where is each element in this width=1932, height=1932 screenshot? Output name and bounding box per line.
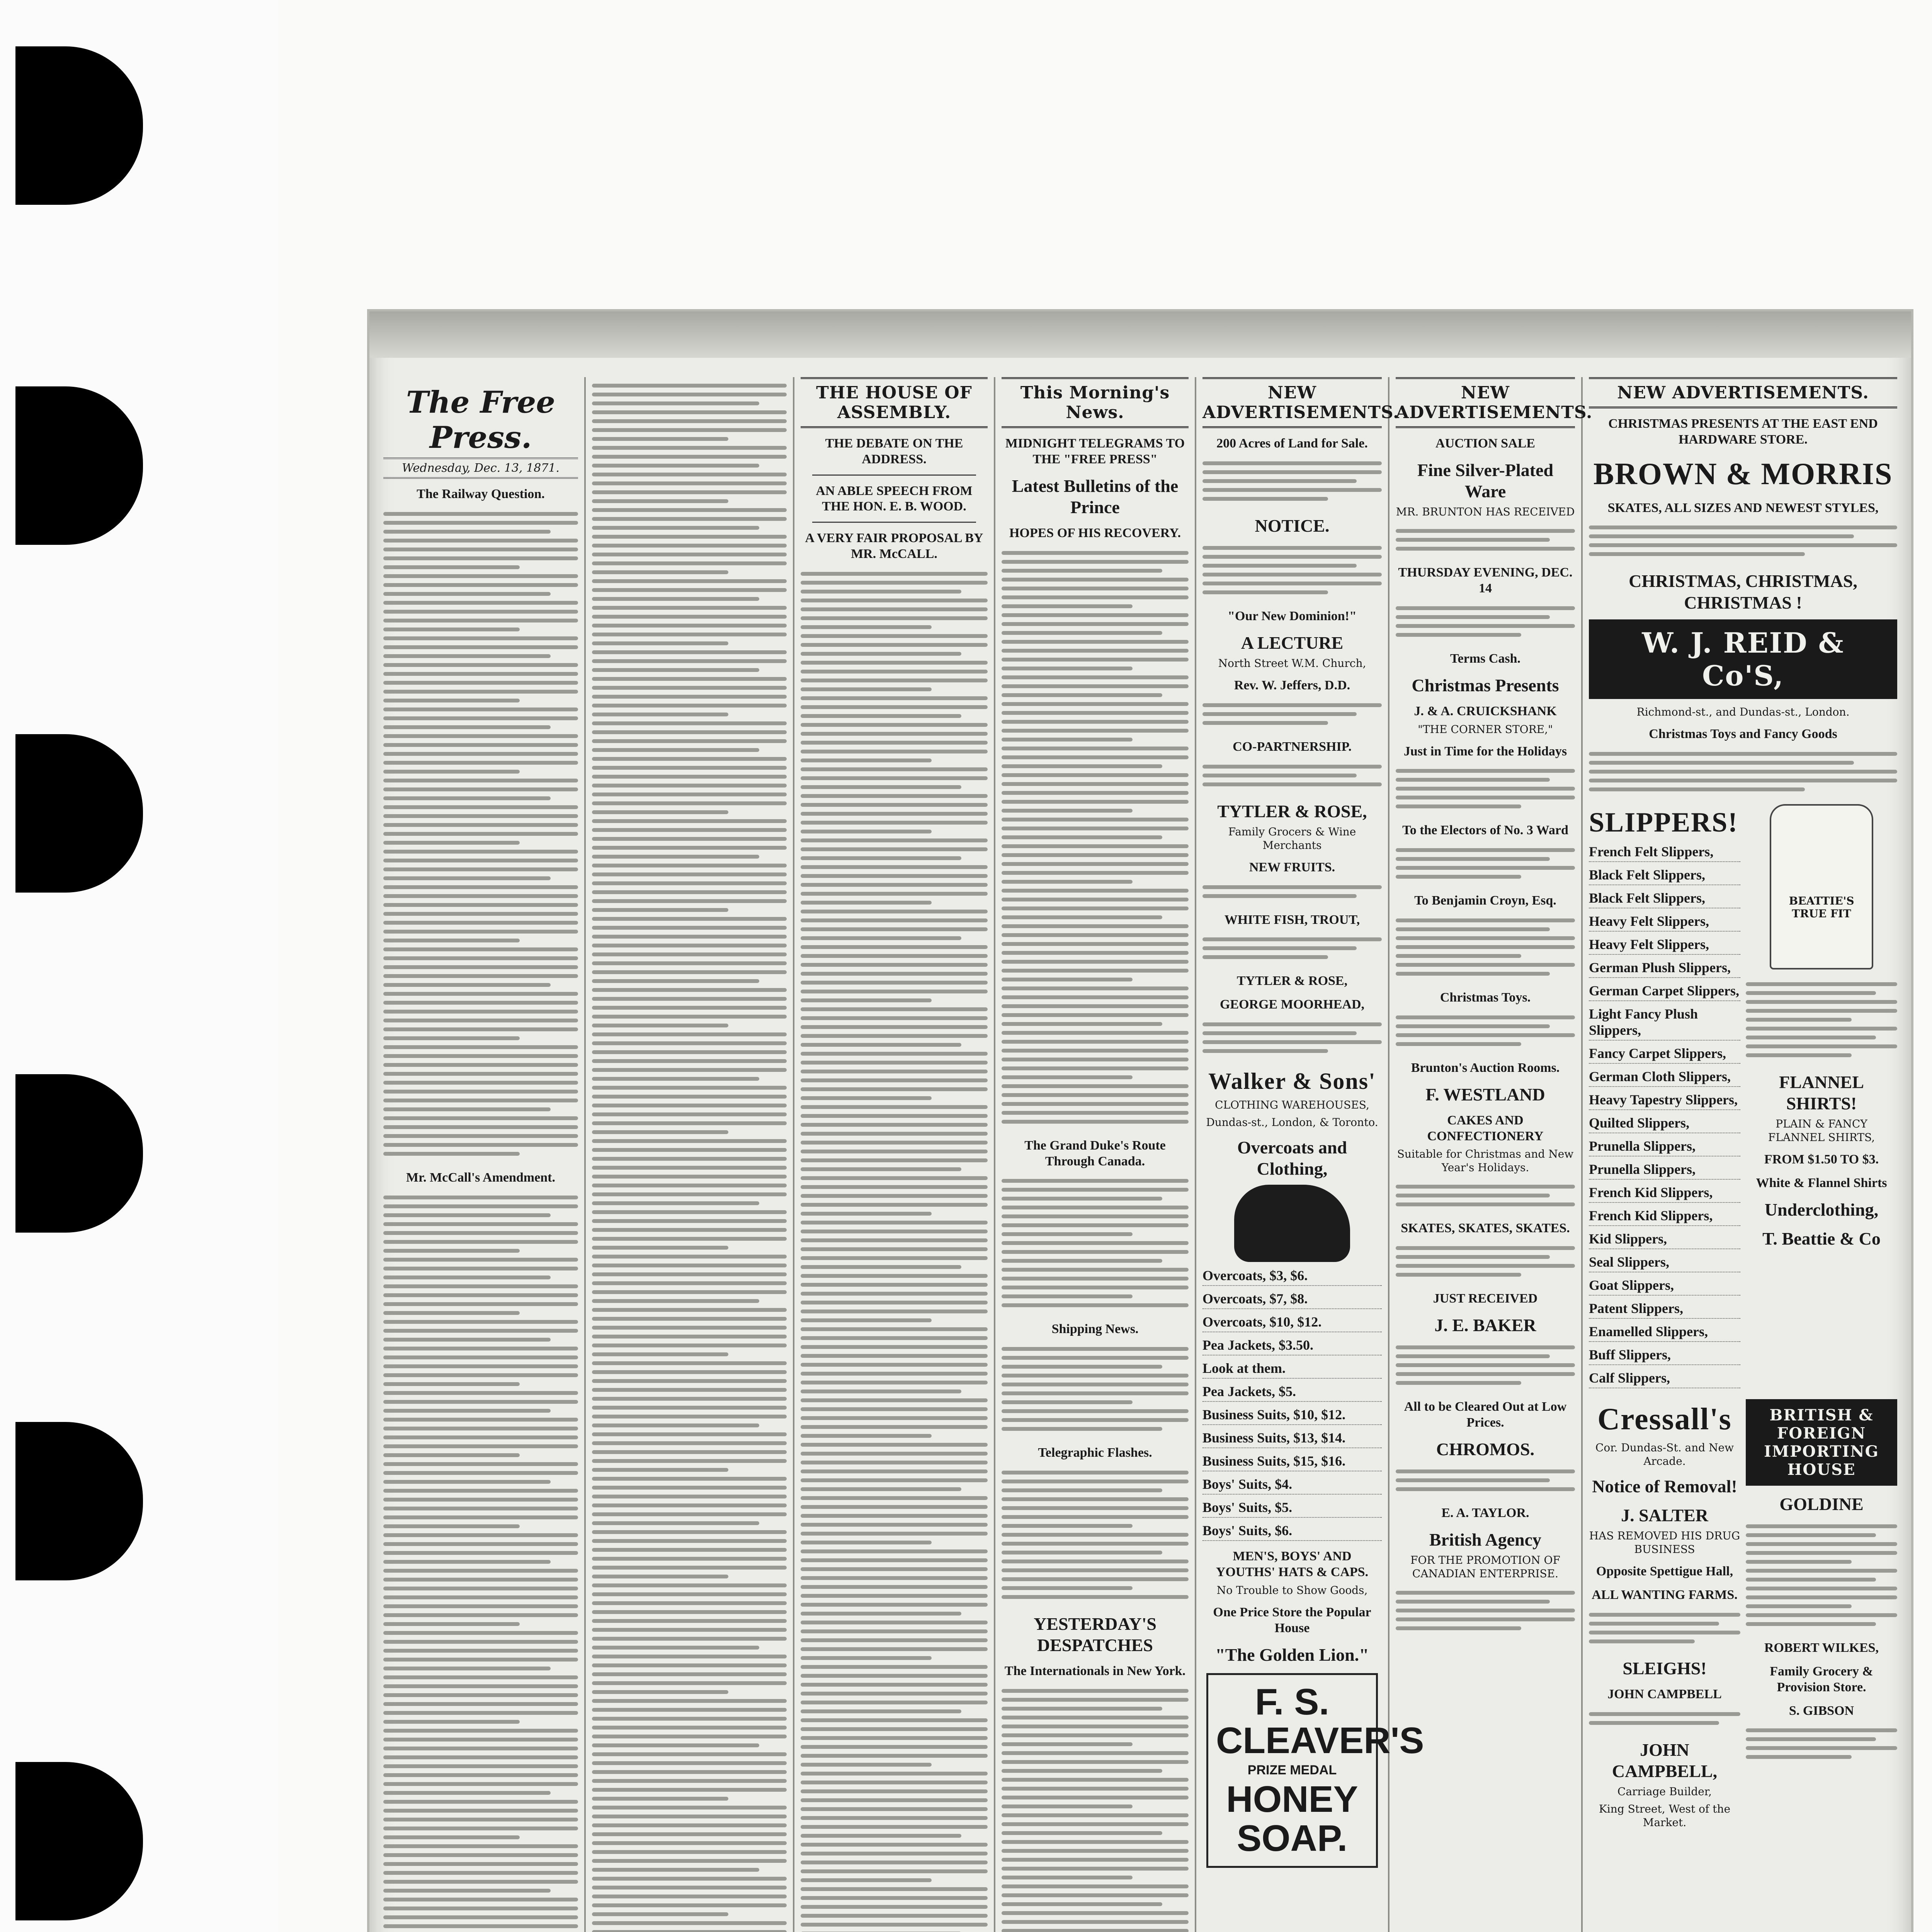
ad-heading: THURSDAY EVENING, DEC. 14	[1398, 565, 1573, 595]
ad-body	[1202, 1016, 1382, 1060]
film-sprocket-hole	[15, 386, 143, 545]
ad-body	[1396, 762, 1575, 815]
ad-heading: Christmas Toys.	[1440, 990, 1531, 1005]
ad-body	[1396, 912, 1575, 982]
ad-subheading: "THE CORNER STORE,"	[1418, 723, 1553, 736]
ad-heading: Underclothing,	[1764, 1199, 1879, 1219]
ad-body	[1202, 931, 1382, 966]
column-title: This Morning's News.	[1002, 377, 1189, 428]
divider	[812, 474, 976, 476]
lion-illustration	[1234, 1185, 1350, 1262]
shirts-block	[1746, 798, 1897, 1393]
ad-heading: GOLDINE	[1779, 1494, 1864, 1514]
shirt-label: BEATTIE'S TRUE FIT	[1789, 894, 1854, 920]
ad-heading: SLIPPERS!	[1589, 806, 1738, 838]
microfilm-strip	[0, 0, 278, 1932]
slipper-row: Heavy Tapestry Slippers,	[1589, 1092, 1740, 1110]
ad-heading: BROWN & MORRIS	[1593, 457, 1893, 491]
price-row: Pea Jackets, $5.	[1202, 1383, 1382, 1402]
slipper-row: Seal Slippers,	[1589, 1254, 1740, 1272]
slipper-row: Fancy Carpet Slippers,	[1589, 1045, 1740, 1064]
price-row: Overcoats, $3, $6.	[1202, 1267, 1382, 1286]
ad-heading: CAKES AND CONFECTIONERY	[1427, 1113, 1544, 1143]
ad-subheading: PLAIN & FANCY FLANNEL SHIRTS,	[1768, 1117, 1875, 1144]
ad-heading: To the Electors of No. 3 Ward	[1402, 823, 1568, 838]
column-editorial	[377, 377, 586, 1932]
article-body	[1002, 544, 1189, 1130]
ad-heading: Cressall's	[1597, 1402, 1732, 1436]
ad-heading: "The Golden Lion."	[1215, 1645, 1369, 1665]
ad-body	[1396, 842, 1575, 885]
ad-body	[1202, 697, 1382, 731]
ad-subheading: Family Grocers & Wine Merchants	[1228, 825, 1356, 852]
ad-heading: To Benjamin Croyn, Esq.	[1414, 893, 1556, 908]
ad-heading: MEN'S, BOYS' AND YOUTHS' HATS & CAPS.	[1216, 1549, 1369, 1580]
column-advertisements-b	[1389, 377, 1593, 1932]
article-body	[1002, 1340, 1189, 1437]
article-heading: The Grand Duke's Route Through Canada.	[1024, 1138, 1166, 1168]
article-body	[592, 377, 787, 1932]
ad-heading: Opposite Spettigue Hall,	[1596, 1564, 1733, 1579]
column-advertisements-c	[1583, 377, 1903, 1932]
ad-heading: "Our New Dominion!"	[1228, 609, 1357, 623]
slipper-row: Prunella Slippers,	[1589, 1138, 1740, 1156]
column-title: THE HOUSE OF ASSEMBLY.	[801, 377, 988, 428]
reid-name: W. J. REID & Co'S,	[1642, 626, 1844, 692]
ad-subheading: Carriage Builder,	[1617, 1785, 1712, 1798]
ad-subheading: FOR THE PROMOTION OF CANADIAN ENTERPRISE.	[1410, 1553, 1560, 1580]
slipper-row: Heavy Felt Slippers,	[1589, 936, 1740, 955]
ad-subheading: North Street W.M. Church,	[1218, 656, 1366, 670]
ad-heading: Fine Silver-Plated Ware	[1417, 460, 1554, 501]
article-heading: Shipping News.	[1051, 1322, 1139, 1337]
ad-body	[1746, 976, 1897, 1064]
slipper-row: French Kid Slippers,	[1589, 1208, 1740, 1226]
dateline: Wednesday, Dec. 13, 1871.	[383, 457, 578, 479]
ad-heading: Notice of Removal!	[1592, 1476, 1737, 1496]
torn-top-edge	[369, 311, 1911, 358]
article-subheading: AN ABLE SPEECH FROM THE HON. E. B. WOOD.	[816, 483, 973, 514]
price-row: Overcoats, $10, $12.	[1202, 1314, 1382, 1332]
lower-ads-left	[1589, 1393, 1740, 1833]
film-sprocket-hole	[15, 1074, 143, 1233]
article-body	[1002, 1682, 1189, 1932]
ad-body	[1396, 1339, 1575, 1391]
price-row: Boys' Suits, $4.	[1202, 1476, 1382, 1495]
slipper-row: Goat Slippers,	[1589, 1277, 1740, 1296]
article-subheading: The Internationals in New York.	[1004, 1664, 1186, 1679]
ad-heading: JUST RECEIVED	[1433, 1291, 1538, 1306]
ad-body	[1202, 758, 1382, 793]
column-news	[586, 377, 794, 1932]
ad-heading: S. GIBSON	[1789, 1703, 1854, 1718]
ad-body	[1396, 1240, 1575, 1283]
film-sprocket-hole	[15, 1422, 143, 1580]
slipper-row: German Plush Slippers,	[1589, 959, 1740, 978]
ad-body	[1202, 879, 1382, 905]
ad-heading: FLANNEL SHIRTS!	[1779, 1072, 1864, 1113]
article-subheading: HOPES OF HIS RECOVERY.	[1009, 526, 1181, 540]
article-body	[1002, 1464, 1189, 1605]
column-assembly	[794, 377, 995, 1932]
ad-heading: TYTLER & ROSE,	[1236, 974, 1348, 988]
article-heading: THE DEBATE ON THE ADDRESS.	[825, 436, 963, 466]
price-row: Boys' Suits, $6.	[1202, 1522, 1382, 1541]
slipper-row: Light Fancy Plush Slippers,	[1589, 1006, 1740, 1041]
ad-heading: J. E. BAKER	[1434, 1315, 1536, 1335]
ad-heading: CHRISTMAS, CHRISTMAS, CHRISTMAS !	[1629, 571, 1857, 612]
ad-heading: GEORGE MOORHEAD,	[1219, 997, 1365, 1012]
slipper-row: Black Felt Slippers,	[1589, 890, 1740, 908]
ad-heading: SLEIGHS!	[1622, 1658, 1707, 1678]
slipper-row: Enamelled Slippers,	[1589, 1323, 1740, 1342]
price-row: Boys' Suits, $5.	[1202, 1499, 1382, 1518]
ad-heading: SKATES, SKATES, SKATES.	[1401, 1221, 1570, 1236]
slipper-row: Patent Slippers,	[1589, 1300, 1740, 1319]
slipper-row: French Felt Slippers,	[1589, 844, 1740, 862]
shirt-illustration	[1770, 804, 1873, 969]
ad-heading: Christmas Presents	[1412, 675, 1559, 695]
ad-heading: JOHN CAMPBELL,	[1612, 1740, 1718, 1781]
slipper-row: Calf Slippers,	[1589, 1370, 1740, 1388]
price-row: Business Suits, $13, $14.	[1202, 1430, 1382, 1448]
slipper-row: German Carpet Slippers,	[1589, 983, 1740, 1001]
ad-heading: Family Grocery & Provision Store.	[1770, 1664, 1873, 1694]
ad-body	[1202, 539, 1382, 601]
ad-body	[1396, 1009, 1575, 1053]
ad-heading: British Agency	[1429, 1529, 1542, 1549]
ad-heading: J. SALTER	[1621, 1505, 1708, 1526]
article-body	[1002, 1172, 1189, 1314]
ad-heading: NOTICE.	[1255, 515, 1330, 536]
slippers-block	[1589, 798, 1897, 1393]
column-title: NEW ADVERTISEMENTS.	[1396, 377, 1575, 428]
ad-body	[1396, 600, 1575, 643]
ad-body	[1746, 1518, 1897, 1633]
ad-body	[1589, 519, 1897, 563]
ad-heading: T. Beattie & Co	[1762, 1228, 1881, 1248]
column-title: NEW ADVERTISEMENTS.	[1202, 377, 1382, 428]
price-row: Overcoats, $7, $8.	[1202, 1291, 1382, 1309]
column-advertisements-a	[1196, 377, 1424, 1932]
soap-name: HONEY SOAP.	[1226, 1779, 1358, 1859]
article-heading: Mr. McCall's Amendment.	[406, 1170, 555, 1185]
price-row: Pea Jackets, $3.50.	[1202, 1337, 1382, 1355]
slipper-row: Heavy Felt Slippers,	[1589, 913, 1740, 932]
divider	[812, 522, 976, 523]
ad-heading: WHITE FISH, TROUT,	[1224, 912, 1360, 927]
ad-heading: Terms Cash.	[1450, 651, 1520, 666]
ad-body	[1202, 455, 1382, 507]
ad-heading: F. WESTLAND	[1425, 1084, 1545, 1104]
ad-subheading: Dundas-st., London, & Toronto.	[1206, 1116, 1378, 1129]
ad-heading: A LECTURE	[1241, 633, 1344, 653]
ad-heading: SKATES, ALL SIZES AND NEWEST STYLES,	[1607, 500, 1879, 515]
article-heading: The Railway Question.	[417, 487, 545, 501]
ad-subheading: Suitable for Christmas and New Year's Holidays.	[1397, 1148, 1574, 1174]
ad-body	[1396, 1463, 1575, 1498]
ad-heading: ROBERT WILKES,	[1764, 1641, 1879, 1655]
ad-heading: NEW FRUITS.	[1249, 860, 1335, 874]
film-sprocket-hole	[15, 1762, 143, 1920]
ad-heading: White & Flannel Shirts	[1756, 1175, 1887, 1190]
ad-heading: CO-PARTNERSHIP.	[1233, 739, 1352, 754]
slipper-row: Black Felt Slippers,	[1589, 867, 1740, 885]
film-sprocket-hole	[15, 734, 143, 893]
soap-brand: F. S. CLEAVER'S	[1216, 1681, 1424, 1762]
soap-medal: PRIZE MEDAL	[1247, 1763, 1337, 1778]
ad-heading: JOHN CAMPBELL	[1607, 1687, 1722, 1702]
ad-body	[1396, 1584, 1575, 1637]
slipper-row: German Cloth Slippers,	[1589, 1068, 1740, 1087]
slipper-row: Buff Slippers,	[1589, 1347, 1740, 1365]
ad-heading: CHROMOS.	[1436, 1439, 1535, 1459]
ad-heading: Brunton's Auction Rooms.	[1411, 1060, 1560, 1075]
price-list	[1202, 1267, 1382, 1541]
ad-heading: AUCTION SALE	[1435, 436, 1535, 451]
film-sprocket-hole	[15, 46, 143, 205]
ad-heading: Just in Time for the Holidays	[1403, 744, 1567, 759]
ad-heading: TYTLER & ROSE,	[1217, 801, 1367, 821]
ad-heading: One Price Store the Popular House	[1213, 1605, 1371, 1635]
ad-subheading: King Street, West of the Market.	[1599, 1803, 1731, 1829]
ad-body	[1589, 745, 1897, 798]
ad-body	[1396, 522, 1575, 557]
article-body	[801, 565, 988, 1932]
ad-heading: 200 Acres of Land for Sale.	[1216, 436, 1368, 451]
ad-subheading: MR. BRUNTON HAS RECEIVED	[1396, 505, 1575, 519]
ad-subheading: Richmond-st., and Dundas-st., London.	[1636, 705, 1850, 718]
ad-body	[1746, 1722, 1897, 1765]
ad-subheading: CLOTHING WAREHOUSES,	[1215, 1098, 1369, 1111]
column-morning-news	[995, 377, 1196, 1932]
ad-body	[1589, 1606, 1740, 1650]
ad-heading: Overcoats and Clothing,	[1237, 1137, 1347, 1179]
price-row: Look at them.	[1202, 1360, 1382, 1379]
article-subheading: A VERY FAIR PROPOSAL BY MR. McCALL.	[805, 531, 983, 561]
ad-subheading: Cor. Dundas-St. and New Arcade.	[1595, 1441, 1734, 1468]
masthead: The Free Press.	[406, 385, 555, 455]
ad-heading: Walker & Sons'	[1208, 1068, 1376, 1094]
slipper-row: Prunella Slippers,	[1589, 1161, 1740, 1180]
ad-heading: E. A. TAYLOR.	[1441, 1505, 1529, 1520]
ad-heading: FROM $1.50 TO $3.	[1764, 1152, 1879, 1167]
ad-subheading: No Trouble to Show Goods,	[1216, 1583, 1368, 1597]
ad-body	[1589, 1706, 1740, 1731]
newspaper-page	[367, 309, 1913, 1932]
column-title: NEW ADVERTISEMENTS.	[1589, 377, 1897, 408]
ad-heading: All to be Cleared Out at Low Prices.	[1404, 1400, 1567, 1430]
slipper-row: French Kid Slippers,	[1589, 1184, 1740, 1203]
ad-body	[1396, 1178, 1575, 1213]
ad-subheading: HAS REMOVED HIS DRUG BUSINESS	[1589, 1529, 1740, 1556]
ad-heading: CHRISTMAS PRESENTS AT THE EAST END HARDWARE STORE.	[1608, 417, 1878, 447]
article-heading: Latest Bulletins of the Prince	[1012, 476, 1179, 517]
slippers-list	[1589, 798, 1740, 1393]
reid-banner	[1589, 619, 1897, 699]
importing-house-banner	[1746, 1399, 1897, 1486]
ad-heading: Rev. W. Jeffers, D.D.	[1234, 678, 1350, 692]
soap-advertisement	[1206, 1673, 1424, 1868]
price-row: Business Suits, $10, $12.	[1202, 1406, 1382, 1425]
price-row: Business Suits, $15, $16.	[1202, 1453, 1382, 1471]
ad-heading: Christmas Toys and Fancy Goods	[1649, 726, 1837, 741]
lower-ads	[1589, 1393, 1897, 1833]
importing-house-name: BRITISH & FOREIGN IMPORTING HOUSE	[1764, 1406, 1879, 1479]
article-body	[383, 505, 578, 1162]
article-heading: YESTERDAY'S DESPATCHES	[1034, 1614, 1156, 1655]
slipper-row: Quilted Slippers,	[1589, 1115, 1740, 1133]
lower-ads-right	[1746, 1393, 1897, 1833]
article-body	[383, 1189, 578, 1932]
ad-heading: J. & A. CRUICKSHANK	[1414, 704, 1557, 718]
slipper-row: Kid Slippers,	[1589, 1231, 1740, 1249]
ad-heading: ALL WANTING FARMS.	[1592, 1588, 1738, 1602]
article-heading: MIDNIGHT TELEGRAMS TO THE "FREE PRESS"	[1005, 436, 1185, 466]
article-heading: Telegraphic Flashes.	[1038, 1446, 1152, 1460]
